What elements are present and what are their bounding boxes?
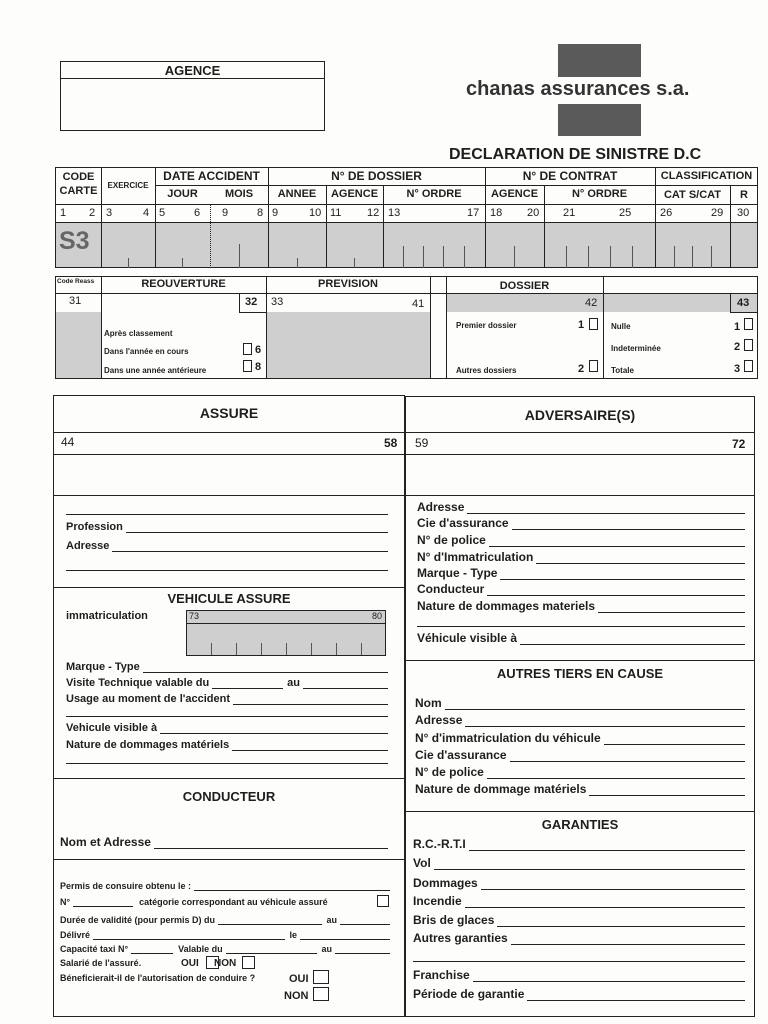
tiers-nom-label: Nom	[415, 696, 442, 710]
rc-label: R.C.-R.T.I	[413, 837, 466, 851]
duree-field[interactable]	[60, 913, 390, 925]
autres-dossiers-label: Autres dossiers	[456, 366, 517, 375]
marque-type-label: Marque - Type	[66, 661, 140, 673]
valable-du-label: Valable du	[178, 944, 223, 954]
nulle-checkbox[interactable]	[744, 318, 753, 330]
tiers-immat-label: N° d'immatriculation du véhicule	[415, 731, 601, 745]
dossier-43-shade	[604, 294, 757, 312]
num-13: 13	[388, 207, 401, 219]
tiers-nature-field[interactable]	[415, 782, 745, 796]
n6: 6	[255, 344, 262, 356]
adv-visible-field[interactable]	[417, 631, 745, 645]
assure-title: ASSURE	[199, 405, 259, 421]
dommages-field[interactable]	[413, 876, 745, 890]
autres-garanties-field[interactable]	[413, 931, 745, 945]
adv-nature-label: Nature de dommages materiels	[417, 599, 596, 613]
logo-block-bottom	[558, 104, 641, 136]
code-reass-label: Code Reass	[57, 278, 95, 285]
salarie-non-checkbox[interactable]	[242, 956, 255, 969]
profession-label: Profession	[66, 521, 123, 533]
marque-type-field[interactable]	[66, 659, 388, 673]
n58: 58	[384, 436, 398, 450]
assure-adresse-field[interactable]	[66, 538, 388, 552]
beneficiera-non-label: NON	[284, 990, 309, 1002]
capacite-label: Capacité taxi N°	[60, 944, 129, 954]
beneficiera-oui-checkbox[interactable]	[313, 970, 329, 984]
num-6: 6	[194, 207, 201, 219]
num-29: 29	[711, 207, 724, 219]
tiers-nature-label: Nature de dommage matériels	[415, 782, 587, 796]
vehicule-title: VEHICULE ASSURE	[167, 591, 291, 606]
premier-dossier-label: Premier dossier	[456, 321, 517, 330]
vol-field[interactable]	[413, 856, 745, 870]
categorie-label: catégorie correspondant au véhicule assuré	[139, 897, 328, 907]
usage-label: Usage au moment de l'accident	[66, 693, 230, 705]
indeterminee-num: 2	[734, 341, 741, 353]
bris-field[interactable]	[413, 913, 745, 927]
no-ordre-label: N° ORDRE	[406, 188, 462, 200]
num-7: 9	[222, 207, 229, 219]
tiers-nom-field[interactable]	[415, 696, 745, 710]
delivre-field[interactable]	[60, 928, 390, 940]
code-carte-label-2: CARTE	[59, 185, 98, 197]
duree-au-label: au	[326, 915, 337, 925]
autres-garanties-label: Autres garanties	[413, 931, 508, 945]
periode-field[interactable]	[413, 987, 745, 1001]
agence-label: AGENCE	[164, 63, 221, 78]
permis-field[interactable]	[60, 879, 390, 891]
num-20: 20	[527, 207, 540, 219]
num-10: 10	[309, 207, 322, 219]
n41: 41	[412, 298, 425, 310]
adv-police-field[interactable]	[417, 533, 745, 547]
autres-tiers-title: AUTRES TIERS EN CAUSE	[496, 666, 664, 681]
tiers-adresse-field[interactable]	[415, 713, 745, 727]
bris-label: Bris de glaces	[413, 913, 495, 927]
annee-anterieure-label: Dans une année antérieure	[104, 366, 207, 375]
nom-adresse-field[interactable]	[60, 834, 388, 849]
top-table-shaded-row[interactable]	[56, 222, 757, 267]
prevision-shade[interactable]	[267, 312, 430, 378]
valable-au-label: au	[321, 944, 332, 954]
totale-label: Totale	[611, 366, 634, 375]
card-code-s3: S3	[59, 227, 90, 255]
num-4: 4	[143, 207, 150, 219]
adv-adresse-field[interactable]	[417, 500, 745, 514]
num-2: 2	[89, 207, 96, 219]
n31: 31	[69, 295, 82, 307]
vehicule-nature-label: Nature de dommages matériels	[66, 739, 230, 751]
num-9: 9	[272, 207, 279, 219]
adv-conducteur-field[interactable]	[417, 582, 745, 596]
totale-num: 3	[734, 363, 741, 375]
cat-scat-label: CAT S/CAT	[663, 189, 722, 201]
n33: 33	[271, 296, 284, 308]
n43: 43	[737, 297, 750, 309]
autres-dossiers-num: 2	[578, 363, 585, 375]
indeterminee-checkbox[interactable]	[744, 339, 753, 351]
agence-col-label: AGENCE	[330, 188, 379, 200]
vehicule-nature-field[interactable]	[66, 737, 388, 751]
num-1: 1	[60, 207, 67, 219]
categorie-checkbox[interactable]	[377, 895, 389, 907]
num-21: 21	[563, 207, 576, 219]
nom-adresse-label: Nom et Adresse	[60, 835, 151, 849]
adversaire-title: ADVERSAIRE(S)	[524, 407, 636, 423]
salarie-oui-label: OUI	[181, 958, 199, 969]
dossier-42-shade	[447, 294, 603, 312]
tiers-police-label: N° de police	[415, 765, 484, 779]
company-name: chanas assurances s.a.	[466, 78, 690, 100]
adv-nature-field[interactable]	[417, 599, 745, 613]
r-label: R	[740, 189, 748, 201]
mois-label: MOIS	[224, 188, 254, 200]
agence2-label: AGENCE	[490, 188, 539, 200]
incendie-label: Incendie	[413, 894, 462, 908]
n32: 32	[245, 296, 258, 308]
form-title: DECLARATION DE SINISTRE D.C	[449, 146, 702, 163]
date-accident-label: DATE ACCIDENT	[163, 169, 260, 183]
visite-au-label: au	[287, 677, 300, 689]
exercice-label: EXERCICE	[107, 181, 149, 190]
franchise-field[interactable]	[413, 968, 745, 982]
no-contrat-label: N° DE CONTRAT	[522, 169, 618, 183]
garanties-title: GARANTIES	[541, 817, 619, 832]
conducteur-title: CONDUCTEUR	[182, 789, 276, 804]
indeterminee-label: Indeterminée	[611, 344, 661, 353]
delivre-le-label: le	[289, 930, 297, 940]
n72: 72	[732, 437, 746, 451]
annee-en-cours-checkbox[interactable]	[243, 343, 252, 355]
n8: 8	[255, 361, 262, 373]
num-3: 3	[106, 207, 113, 219]
adv-cie-label: Cie d'assurance	[417, 516, 509, 530]
vol-label: Vol	[413, 856, 431, 870]
permis-no-label: N°	[60, 897, 71, 907]
n42: 42	[585, 297, 598, 309]
adv-police-label: N° de police	[417, 533, 486, 547]
premier-dossier-num: 1	[578, 319, 585, 331]
tiers-cie-label: Cie d'assurance	[415, 748, 507, 762]
periode-label: Période de garantie	[413, 987, 525, 1001]
tiers-adresse-label: Adresse	[415, 713, 463, 727]
classification-label: CLASSIFICATION	[660, 170, 753, 182]
adv-marque-field[interactable]	[417, 566, 745, 580]
num-25: 25	[619, 207, 632, 219]
duree-label: Durée de validité (pour permis D) du	[60, 915, 216, 925]
salarie-non-label: NON	[214, 958, 237, 969]
beneficiera-non-checkbox[interactable]	[313, 987, 329, 1001]
num-30: 30	[737, 207, 750, 219]
adv-marque-label: Marque - Type	[417, 566, 498, 580]
no-dossier-label: N° DE DOSSIER	[331, 169, 422, 183]
n73: 73	[189, 611, 200, 621]
num-26: 26	[660, 207, 673, 219]
num-18: 18	[490, 207, 503, 219]
logo-block-top	[558, 44, 641, 77]
premier-dossier-checkbox[interactable]	[589, 318, 598, 330]
totale-checkbox[interactable]	[744, 360, 753, 372]
dossier-label: DOSSIER	[499, 280, 550, 292]
permis-numero-field[interactable]	[60, 895, 378, 907]
rc-field[interactable]	[413, 837, 745, 851]
agence-divider	[60, 78, 325, 79]
delivre-label: Délivré	[60, 930, 91, 940]
assure-name-input[interactable]	[55, 456, 404, 494]
visite-technique-field[interactable]	[66, 675, 388, 689]
immatriculation-label: immatriculation	[66, 610, 148, 622]
adv-immat-label: N° d'Immatriculation	[417, 550, 534, 564]
dommages-label: Dommages	[413, 876, 478, 890]
adv-adresse-label: Adresse	[417, 500, 465, 514]
tiers-cie-field[interactable]	[415, 748, 745, 762]
num-11: 11	[330, 207, 342, 219]
n80: 80	[372, 611, 383, 621]
nulle-num: 1	[734, 321, 741, 333]
adv-cie-field[interactable]	[417, 516, 745, 530]
n44: 44	[61, 435, 75, 449]
permis-label: Permis de consuire obtenu le :	[60, 881, 192, 891]
num-8: 8	[257, 207, 264, 219]
franchise-label: Franchise	[413, 968, 470, 982]
vehicule-visible-label: Vehicule visible à	[66, 722, 158, 734]
adversaire-name-input[interactable]	[407, 456, 753, 494]
num-12: 12	[367, 207, 380, 219]
nulle-label: Nulle	[611, 322, 631, 331]
adv-immat-field[interactable]	[417, 550, 745, 564]
beneficiera-oui-label: OUI	[289, 973, 309, 985]
num-17: 17	[467, 207, 480, 219]
salarie-label: Salarié de l'assuré.	[60, 958, 142, 968]
jour-label: JOUR	[167, 188, 198, 200]
capacite-field[interactable]	[60, 942, 390, 954]
visite-label: Visite Technique valable du	[66, 677, 210, 689]
code-reass-shade	[56, 312, 101, 378]
profession-field[interactable]	[66, 519, 388, 533]
code-carte-label-1: CODE	[62, 171, 95, 183]
vehicule-visible-field[interactable]	[66, 720, 388, 734]
n59: 59	[415, 436, 429, 450]
num-5: 5	[159, 207, 166, 219]
incendie-field[interactable]	[413, 894, 745, 908]
beneficiera-label: Béneficierait-il de l'autorisation de conduire ?	[60, 973, 256, 983]
adv-conducteur-label: Conducteur	[417, 582, 485, 596]
usage-field[interactable]	[66, 691, 388, 705]
annee-anterieure-checkbox[interactable]	[243, 360, 252, 372]
tiers-police-field[interactable]	[415, 765, 745, 779]
annee-en-cours-label: Dans l'année en cours	[104, 347, 189, 356]
reouverture-label: REOUVERTURE	[141, 278, 226, 290]
autres-dossiers-checkbox[interactable]	[589, 360, 598, 372]
prevision-label: PREVISION	[318, 278, 378, 290]
adv-visible-label: Véhicule visible à	[417, 631, 518, 645]
assure-adresse-label: Adresse	[66, 540, 110, 552]
annee-label: ANNEE	[277, 188, 317, 200]
apres-classement-label: Après classement	[104, 329, 173, 338]
agence-input[interactable]	[62, 80, 323, 129]
tiers-immat-field[interactable]	[415, 731, 745, 745]
no-ordre2-label: N° ORDRE	[571, 188, 628, 200]
